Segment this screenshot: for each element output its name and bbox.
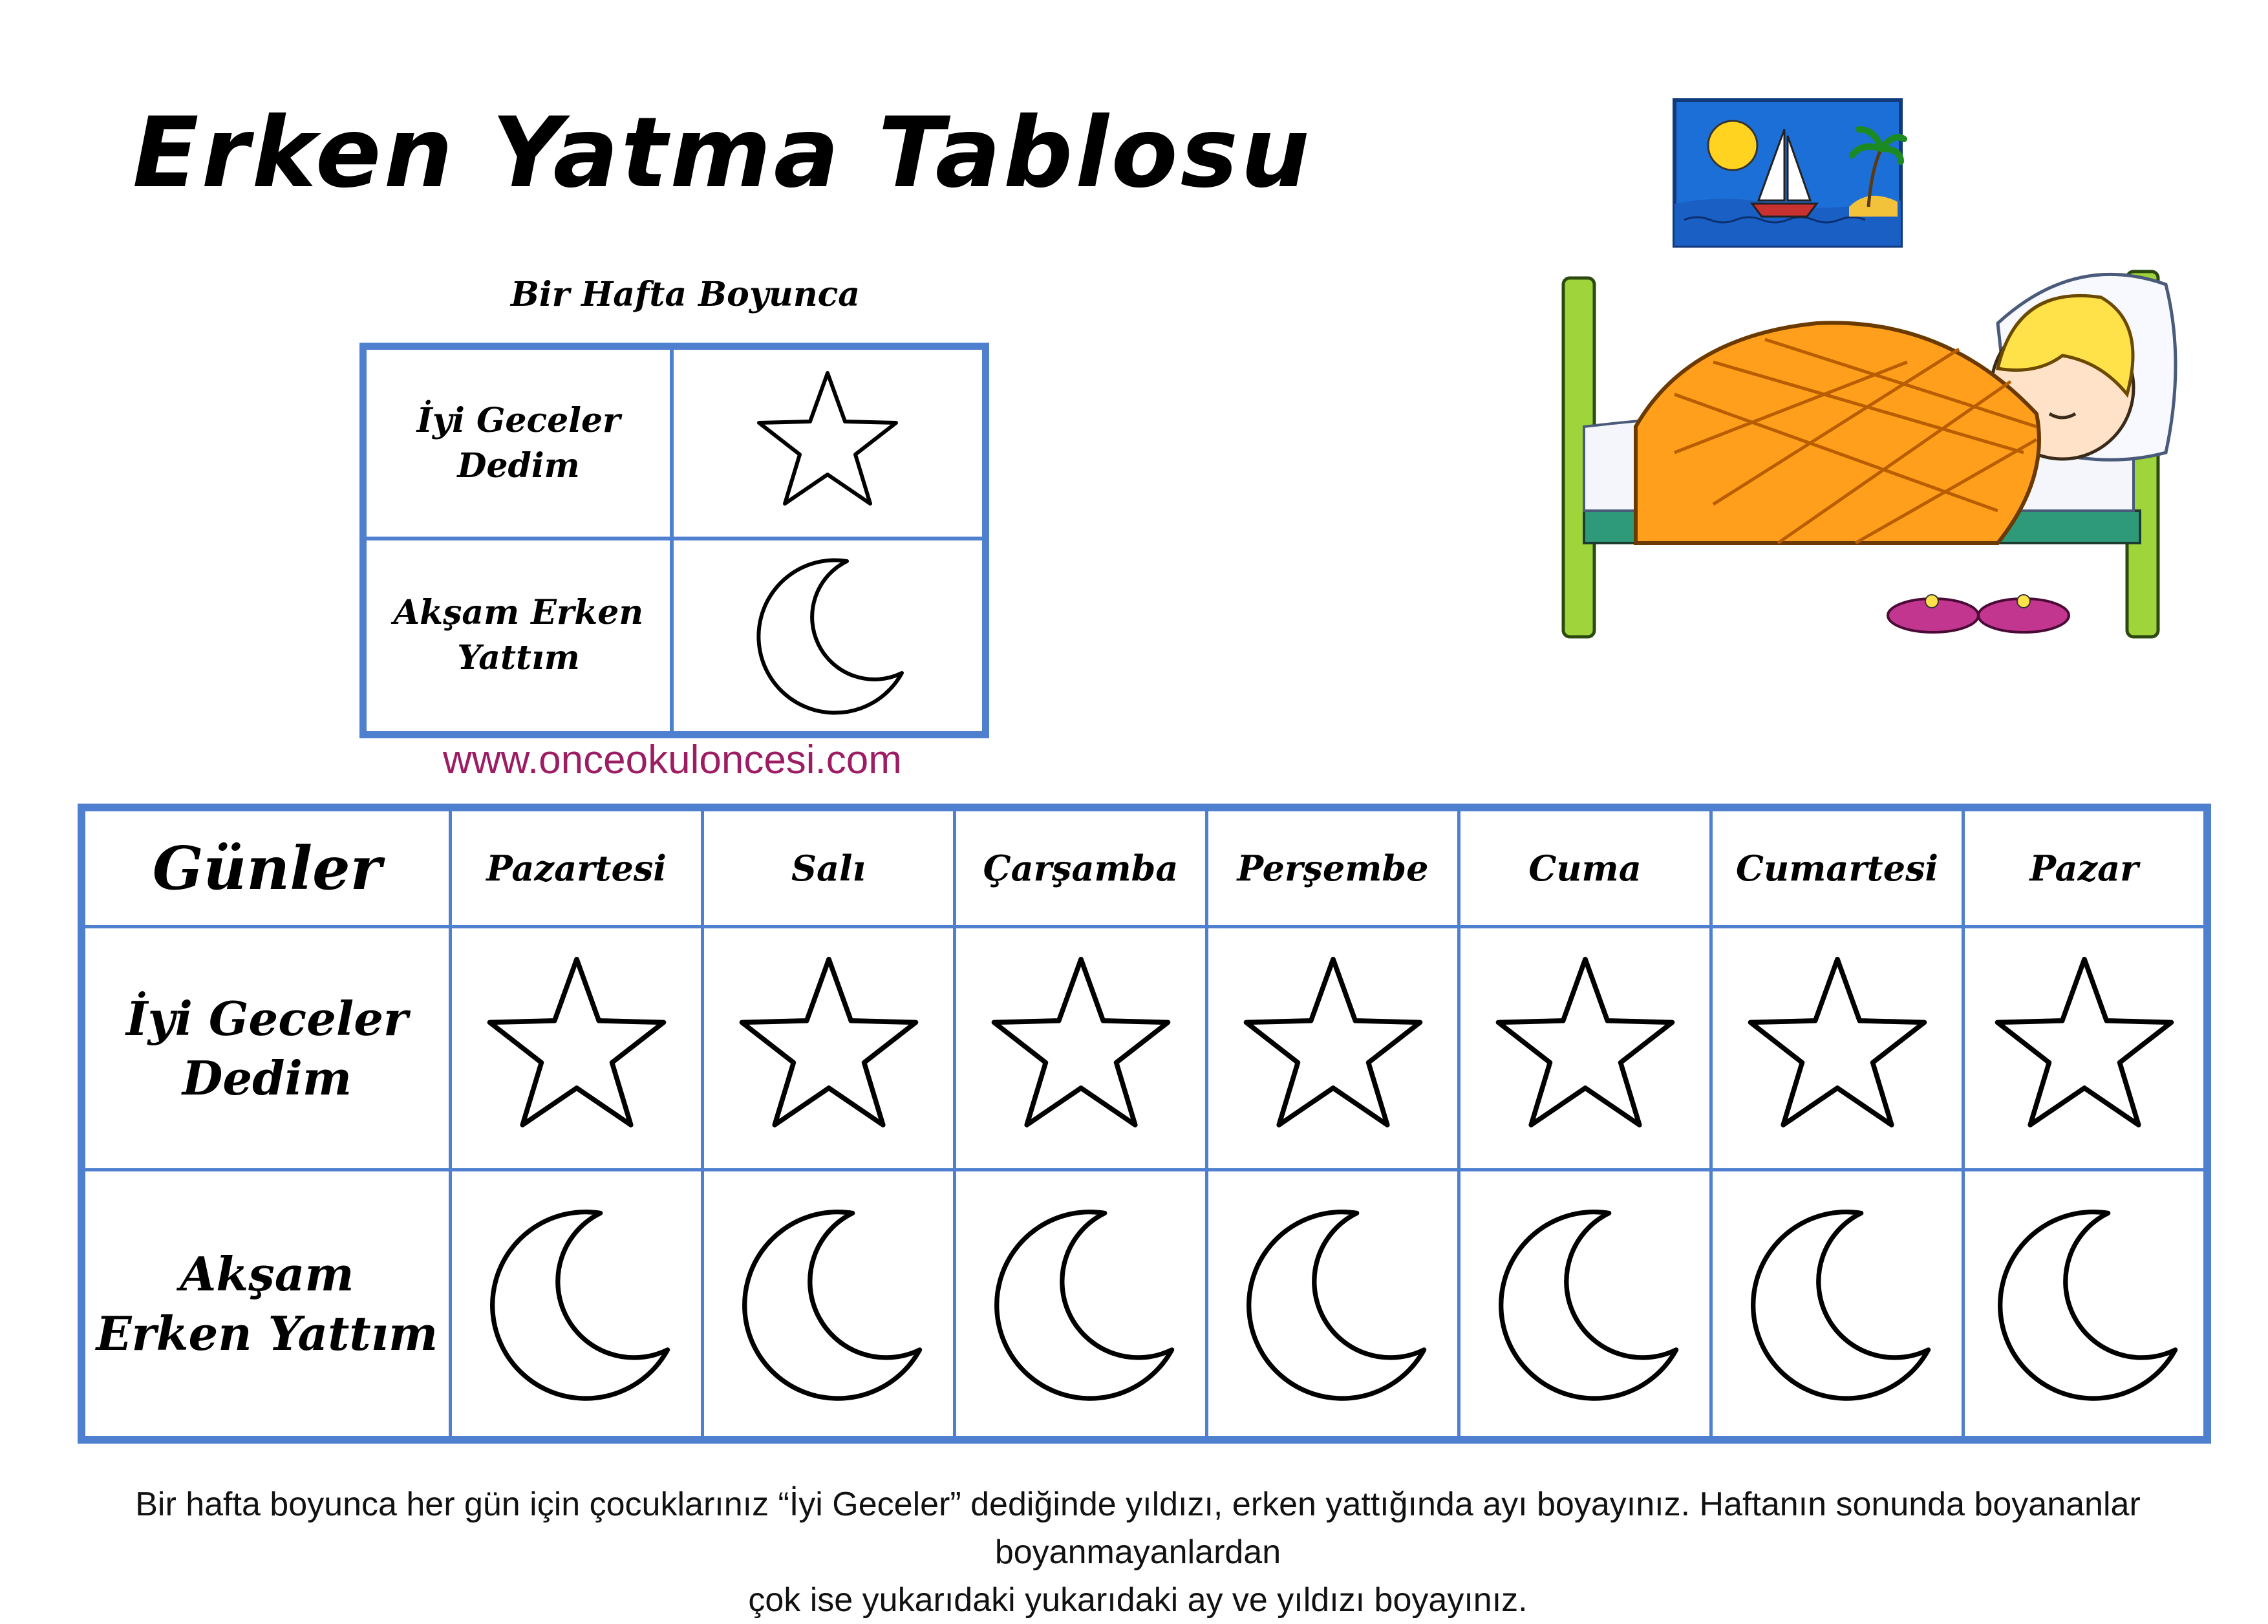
star-icon[interactable] <box>722 945 936 1152</box>
instructions-text <box>91 1480 2185 1624</box>
legend-label-line: Dedim <box>457 446 580 486</box>
days-label: Günler <box>152 833 382 903</box>
legend-label-line: Akşam Erken <box>393 593 644 632</box>
day-header-3 <box>1205 808 1460 928</box>
moon-cell[interactable] <box>1709 1168 1965 1439</box>
row-label-line: İyi Geceler <box>126 990 408 1046</box>
legend-subtitle: Bir Hafta Boyunca <box>510 275 861 314</box>
moon-icon[interactable] <box>740 548 915 723</box>
row-label-early-bed <box>82 1168 452 1439</box>
row-label-line: Erken Yattım <box>96 1305 438 1361</box>
star-icon[interactable] <box>1731 945 1944 1152</box>
star-cell[interactable] <box>953 925 1208 1171</box>
slippers <box>1888 595 2069 632</box>
star-cell[interactable] <box>1962 925 2207 1171</box>
star-icon[interactable] <box>974 945 1188 1152</box>
day-name: Pazartesi <box>486 848 667 889</box>
star-cell[interactable] <box>449 925 704 1171</box>
star-cell[interactable] <box>1709 925 1965 1171</box>
day-name: Cumartesi <box>1735 848 1939 889</box>
star-icon[interactable] <box>1978 945 2191 1152</box>
legend-table <box>359 343 989 738</box>
day-header-1 <box>701 808 956 928</box>
weekly-chart-table <box>78 804 2211 1444</box>
moon-cell[interactable] <box>1962 1168 2207 1439</box>
day-name: Cuma <box>1528 848 1642 889</box>
row-label-good-night <box>82 925 452 1171</box>
sleeping-child-illustration <box>1545 91 2218 653</box>
moon-cell[interactable] <box>449 1168 704 1439</box>
legend-label-line: Yattım <box>457 638 580 678</box>
day-header-0 <box>449 808 704 928</box>
moon-cell[interactable] <box>1205 1168 1460 1439</box>
legend-label-good-night <box>363 347 674 540</box>
days-header-label <box>82 808 452 928</box>
blanket <box>1636 323 2039 543</box>
legend-label-early-bed <box>363 537 674 734</box>
instructions-line-1: Bir hafta boyunca her gün için çocuklarınız “İyi Geceler” dediğinde yıldızı, erken yattığında ayı boyayınız. Haftanın sonunda boyananlar boyanmayanlardan <box>135 1486 2141 1571</box>
star-icon[interactable] <box>470 945 683 1152</box>
day-header-4 <box>1457 808 1713 928</box>
day-header-5 <box>1709 808 1965 928</box>
star-icon[interactable] <box>744 363 912 524</box>
moon-cell[interactable] <box>953 1168 1208 1439</box>
moon-cell[interactable] <box>1457 1168 1713 1439</box>
day-name: Perşembe <box>1237 848 1429 889</box>
day-name: Pazar <box>2029 848 2139 889</box>
moon-icon[interactable] <box>722 1197 936 1411</box>
legend-moon-cell[interactable] <box>670 537 985 734</box>
page-title: Erken Yatma Tablosu <box>133 97 1312 209</box>
row-label-line: Akşam <box>180 1246 354 1301</box>
wall-painting <box>1674 100 1904 246</box>
day-header-6 <box>1962 808 2207 928</box>
star-cell[interactable] <box>1205 925 1460 1171</box>
moon-icon[interactable] <box>1978 1197 2191 1411</box>
moon-icon[interactable] <box>1731 1197 1944 1411</box>
star-cell[interactable] <box>701 925 956 1171</box>
day-name: Çarşamba <box>983 848 1179 889</box>
moon-cell[interactable] <box>701 1168 956 1439</box>
moon-icon[interactable] <box>470 1197 683 1411</box>
day-header-2 <box>953 808 1208 928</box>
moon-icon[interactable] <box>1226 1197 1440 1411</box>
day-name: Salı <box>791 848 866 889</box>
moon-icon[interactable] <box>974 1197 1188 1411</box>
star-icon[interactable] <box>1479 945 1692 1152</box>
row-label-line: Dedim <box>182 1050 352 1106</box>
moon-icon[interactable] <box>1479 1197 1692 1411</box>
website-link[interactable]: www.onceokuloncesi.com <box>443 738 902 782</box>
star-cell[interactable] <box>1457 925 1713 1171</box>
legend-label-line: İyi Geceler <box>416 401 621 440</box>
star-icon[interactable] <box>1226 945 1440 1152</box>
instructions-line-2: çok ise yukarıdaki yukarıdaki ay ve yıldızı boyayınız. <box>748 1581 1528 1619</box>
legend-star-cell[interactable] <box>670 347 985 540</box>
